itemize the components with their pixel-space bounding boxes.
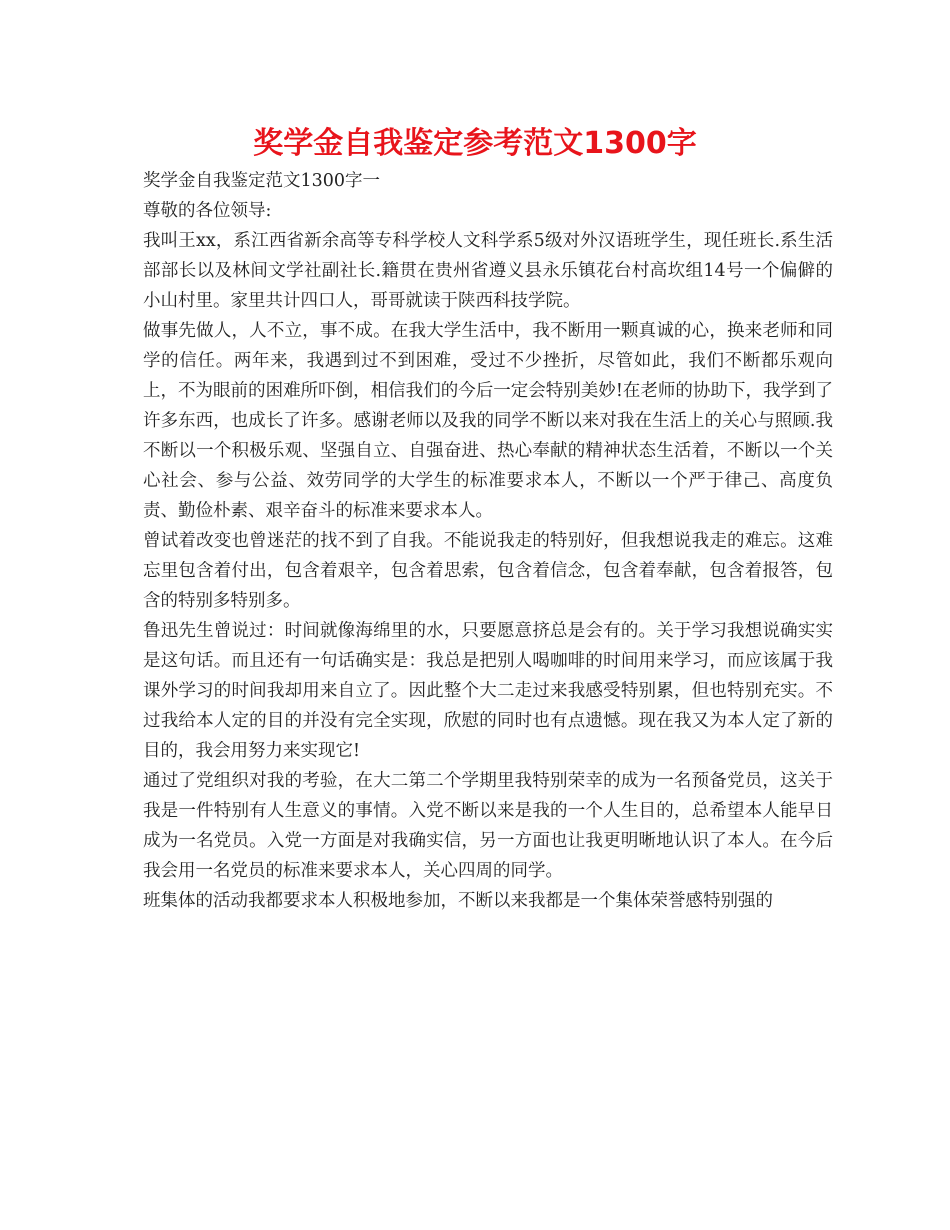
paragraph-collective: 班集体的活动我都要求本人积极地参加，不断以来我都是一个集体荣誉感特别强的 xyxy=(143,891,773,911)
paragraph-character: 做事先做人，人不立，事不成。在我大学生活中，我不断用一颗真诚的心，换来老师和同学的信任。两年来，我遇到过不到困难，受过不少挫折，尽管如此，我们不断都乐观向上，不为眼前的困难所吓倒，相信我们的今后一定会特别美妙!在老师的协助下，我学到了许多东西，也成长了许多。感谢老师以及我的同学不断以来对我在生活上的关心与照顾.我不断以一个积极乐观、坚强自立、自强奋进、热心奉献的精神状态生活着，不断以一个关心社会、参与公益、效劳同学的大学生的标准要求本人，不断以一个严于律己、高度负责、勤俭朴素、艰辛奋斗的标准来要求本人。 xyxy=(143,321,833,521)
paragraph-study: 鲁迅先生曾说过：时间就像海绵里的水，只要愿意挤总是会有的。关于学习我想说确实实是这句话。而且还有一句话确实是：我总是把别人喝咖啡的时间用来学习，而应该属于我课外学习的时间我却用来自立了。因此整个大二走过来我感受特别累，但也特别充实。不过我给本人定的目的并没有完全实现，欣慰的同时也有点遗憾。现在我又为本人定了新的目的，我会用努力来实现它! xyxy=(143,621,833,761)
paragraph-introduction: 我叫王xx，系江西省新余高等专科学校人文科学系5级对外汉语班学生，现任班长.系生活部部长以及林间文学社副社长.籍贯在贵州省遵义县永乐镇花台村高坎组14号一个偏僻的小山村里。家里共计四口人，哥哥就读于陕西科技学院。 xyxy=(143,231,833,311)
paragraph-party: 通过了党组织对我的考验，在大二第二个学期里我特别荣幸的成为一名预备党员，这关于我是一件特别有人生意义的事情。入党不断以来是我的一个人生目的，总希望本人能早日成为一名党员。入党一方面是对我确实信，另一方面也让我更明晰地认识了本人。在今后我会用一名党员的标准来要求本人，关心四周的同学。 xyxy=(143,771,833,881)
document-title: 奖学金自我鉴定参考范文1300字 xyxy=(253,126,697,161)
paragraph-growth: 曾试着改变也曾迷茫的找不到了自我。不能说我走的特别好，但我想说我走的难忘。这难忘里包含着付出，包含着艰辛，包含着思索，包含着信念，包含着奉献，包含着报答，包含的特别多特别多。 xyxy=(143,531,833,611)
document-body xyxy=(143,166,833,916)
paragraph-salutation: 尊敬的各位领导: xyxy=(143,201,272,221)
paragraph-subtitle: 奖学金自我鉴定范文1300字一 xyxy=(143,171,381,191)
